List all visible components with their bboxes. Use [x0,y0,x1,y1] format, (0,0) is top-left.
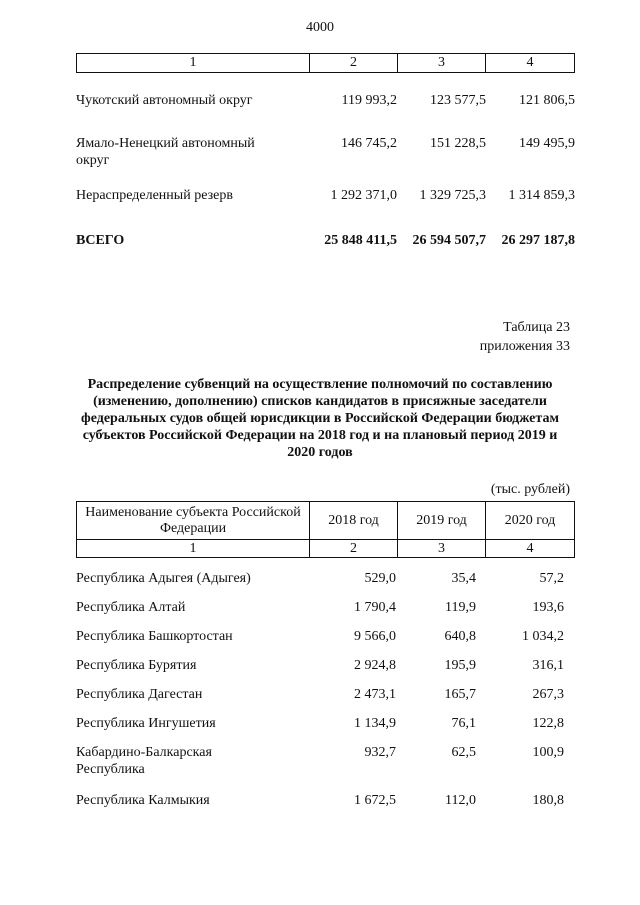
table-row [76,135,576,187]
row-value-2019: 640,8 [444,629,476,644]
table1-header-col2: 2 [309,54,397,72]
row-value-2020: 1 034,2 [522,629,564,644]
header-subject-name: Наименование субъекта Российской Федерации [85,504,301,536]
row-name: Кабардино-Балкарская Республика [76,745,212,777]
row-value-2019: 151 228,5 [430,136,486,151]
row-value-2020: 121 806,5 [519,93,575,108]
page-number: 4000 [306,20,334,35]
table2-body [76,570,576,821]
appendix-number: приложения 33 [479,339,570,354]
row-name: Чукотский автономный округ [76,93,253,108]
header-num-2: 2 [309,540,397,557]
table-row [76,599,576,628]
header-num-4: 4 [485,540,574,557]
row-name: Нераспределенный резерв [76,188,233,203]
row-value-2018: 146 745,2 [341,136,397,151]
row-value-2018: 1 292 371,0 [330,188,397,203]
header-2019: 2019 год [397,502,485,539]
row-value-2020: 122,8 [532,716,564,731]
row-value-2019: 76,1 [451,716,476,731]
row-name: Республика Калмыкия [76,793,210,808]
table-row [76,628,576,657]
row-value-2018: 1 134,9 [354,716,396,731]
total-2019: 26 594 507,7 [412,233,486,248]
units-label: (тыс. рублей) [490,482,570,497]
table-row [76,715,576,744]
table1-header-col1: 1 [189,55,197,70]
row-name: Республика Ингушетия [76,716,216,731]
row-name: Республика Бурятия [76,658,197,673]
row-name: Республика Башкортостан [76,629,233,644]
row-value-2020: 57,2 [539,571,564,586]
row-value-2018: 932,7 [364,745,396,760]
document-title: Распределение субвенций на осуществление полномочий по составлению (изменению, дополнению) списков кандидатов в присяжные заседатели федеральных судов общей юрисдикции в Российской Федерации бюджетам субъектов Российской Федерации на 2018 год и на плановый период 2019 и 2020 годов [81,377,559,460]
row-value-2019: 123 577,5 [430,93,486,108]
row-name: Республика Адыгея (Адыгея) [76,571,251,586]
row-value-2018: 2 924,8 [354,658,396,673]
row-value-2019: 112,0 [445,793,476,808]
table-row [76,570,576,599]
table1-header [76,53,575,73]
table1-body [76,92,576,249]
table-reference [480,318,570,356]
row-value-2019: 165,7 [444,687,476,702]
row-value-2018: 119 993,2 [341,93,397,108]
table-number: Таблица 23 [503,320,570,335]
row-value-2019: 35,4 [451,571,476,586]
row-name: Республика Дагестан [76,687,203,702]
table-row [76,92,576,135]
header-2018: 2018 год [309,502,397,539]
row-value-2020: 267,3 [532,687,564,702]
row-value-2020: 180,8 [532,793,564,808]
row-value-2020: 149 495,9 [519,136,575,151]
row-value-2018: 529,0 [364,571,396,586]
table-row [76,686,576,715]
row-value-2018: 9 566,0 [354,629,396,644]
row-value-2019: 119,9 [445,600,476,615]
table-row [76,657,576,686]
table1-header-col4: 4 [485,54,574,72]
table1-header-col3: 3 [397,54,485,72]
table-row [76,744,576,792]
total-2018: 25 848 411,5 [324,233,397,248]
header-num-1: 1 [189,540,197,556]
row-value-2020: 193,6 [532,600,564,615]
table-row [76,187,576,232]
table-row [76,792,576,821]
total-row [76,232,576,249]
row-value-2018: 2 473,1 [354,687,396,702]
row-value-2019: 62,5 [451,745,476,760]
total-label: ВСЕГО [76,233,125,248]
row-value-2020: 1 314 859,3 [508,188,575,203]
row-value-2018: 1 672,5 [354,793,396,808]
total-2020: 26 297 187,8 [501,233,575,248]
row-name: Ямало-Ненецкий автономный округ [76,136,255,168]
row-value-2020: 316,1 [532,658,564,673]
row-value-2018: 1 790,4 [354,600,396,615]
header-num-3: 3 [397,540,485,557]
table2-header [76,501,575,558]
header-2020: 2020 год [485,502,574,539]
row-value-2019: 195,9 [444,658,476,673]
row-name: Республика Алтай [76,600,186,615]
row-value-2019: 1 329 725,3 [419,188,486,203]
row-value-2020: 100,9 [532,745,564,760]
